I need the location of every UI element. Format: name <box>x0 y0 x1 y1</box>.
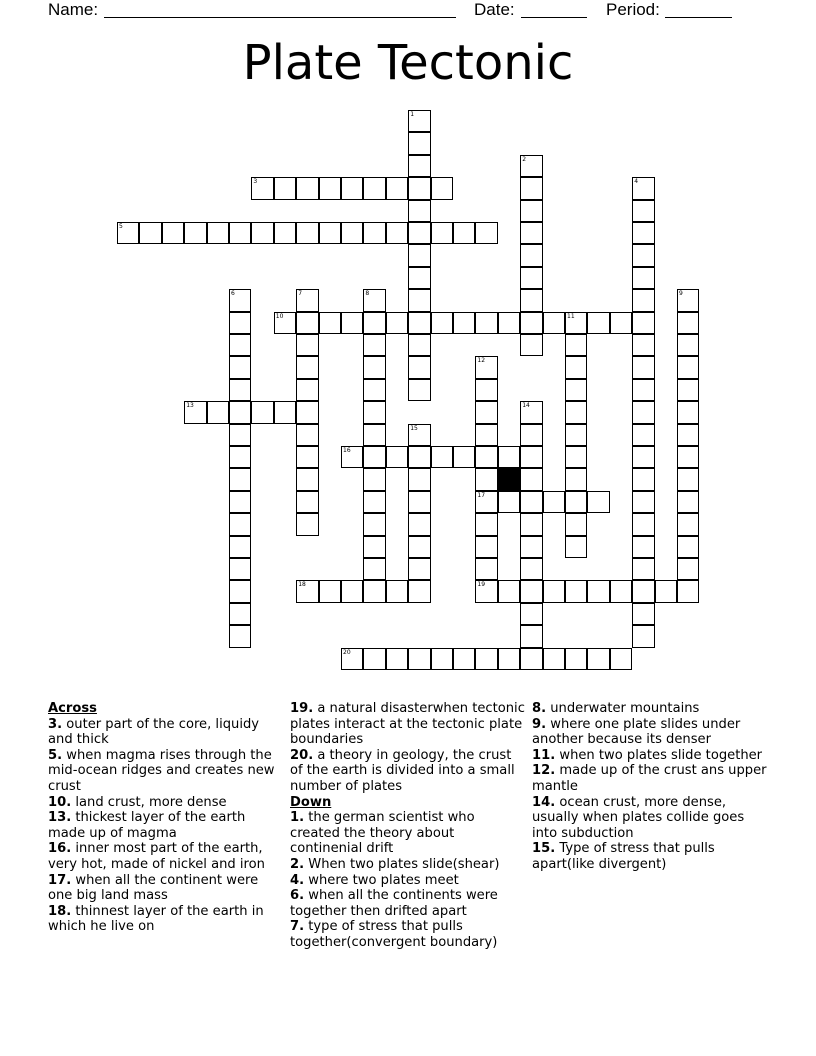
clue-number: 1 <box>410 111 415 118</box>
grid-cell[interactable] <box>632 244 654 266</box>
grid-cell[interactable] <box>408 155 430 177</box>
grid-cell[interactable] <box>677 312 699 334</box>
grid-cell[interactable] <box>475 648 497 670</box>
grid-cell[interactable] <box>520 312 542 334</box>
grid-cell[interactable] <box>363 222 385 244</box>
grid-cell[interactable] <box>431 312 453 334</box>
clue-number: 18 <box>298 581 306 589</box>
grid-cell[interactable] <box>498 446 520 468</box>
grid-cell[interactable] <box>475 491 497 513</box>
clue-text: where one plate slides under another because its denser <box>532 716 741 748</box>
grid-cell[interactable] <box>229 289 251 311</box>
clue-number: 9 <box>679 290 683 298</box>
down-heading: Down <box>290 794 332 810</box>
grid-cell[interactable] <box>363 580 385 602</box>
grid-cell[interactable] <box>274 177 296 199</box>
clue-number: 8. <box>532 701 547 716</box>
grid-cell[interactable] <box>363 648 385 670</box>
grid-cell[interactable] <box>453 446 475 468</box>
grid-cell[interactable] <box>587 580 609 602</box>
grid-cell[interactable] <box>632 177 654 199</box>
across-heading: Across <box>48 701 97 716</box>
grid-cell[interactable] <box>565 312 587 334</box>
grid-cell[interactable] <box>498 491 520 513</box>
grid-cell[interactable] <box>677 356 699 378</box>
grid-cell[interactable] <box>677 536 699 558</box>
clue-text: Type of stress that pulls apart(like divergent) <box>532 841 715 872</box>
grid-cell[interactable] <box>319 222 341 244</box>
clue-number: 11. <box>532 747 556 763</box>
across-clue <box>290 701 526 748</box>
grid-cell[interactable] <box>251 222 273 244</box>
grid-cell[interactable] <box>520 267 542 289</box>
grid-cell[interactable] <box>363 424 385 446</box>
grid-cell[interactable] <box>229 558 251 580</box>
clue-number: 3. <box>48 716 63 732</box>
grid-cell[interactable] <box>520 244 542 266</box>
grid-cell[interactable] <box>610 312 632 334</box>
grid-cell[interactable] <box>565 446 587 468</box>
clue-text: a natural disasterwhen tectonic plates interact at the tectonic plate boundaries <box>290 701 525 748</box>
grid-cell[interactable] <box>363 356 385 378</box>
grid-cell[interactable] <box>251 177 273 199</box>
grid-cell[interactable] <box>520 155 542 177</box>
clue-text: inner most part of the earth, very hot, made of nickel and iron <box>48 841 265 872</box>
grid-cell[interactable] <box>677 491 699 513</box>
grid-cell[interactable] <box>341 177 363 199</box>
grid-cell[interactable] <box>520 289 542 311</box>
grid-cell[interactable] <box>408 580 430 602</box>
grid-cell[interactable] <box>632 222 654 244</box>
grid-cell[interactable] <box>386 222 408 244</box>
page-title: Plate Tectonic <box>242 35 574 91</box>
clue-text: when all the continent were one big land mass <box>48 872 259 904</box>
clue-number: 6 <box>231 290 235 298</box>
grid-cell[interactable] <box>565 401 587 423</box>
grid-cell[interactable] <box>229 513 251 535</box>
grid-cell[interactable] <box>677 580 699 602</box>
grid-cell[interactable] <box>632 379 654 401</box>
grid-cell[interactable] <box>520 446 542 468</box>
grid-cell[interactable] <box>543 491 565 513</box>
clue-text: thinnest layer of the earth in which he live on <box>48 903 264 935</box>
grid-cell[interactable] <box>341 222 363 244</box>
grid-cell[interactable] <box>475 424 497 446</box>
grid-cell[interactable] <box>632 267 654 289</box>
grid-cell[interactable] <box>184 401 206 423</box>
grid-cell[interactable] <box>229 446 251 468</box>
grid-cell[interactable] <box>408 468 430 490</box>
grid-cell[interactable] <box>520 603 542 625</box>
clue-text: thickest layer of the earth made up of magma <box>48 810 246 841</box>
grid-cell[interactable] <box>341 648 363 670</box>
across-clue <box>48 841 284 872</box>
clue-number: 11 <box>567 312 575 320</box>
grid-cell[interactable] <box>363 446 385 468</box>
down-clue <box>290 810 526 857</box>
clue-number: 2. <box>290 856 305 872</box>
grid-cell[interactable] <box>229 312 251 334</box>
grid-cell[interactable] <box>632 536 654 558</box>
clue-number: 5. <box>48 747 63 763</box>
grid-cell[interactable] <box>632 312 654 334</box>
grid-cell[interactable] <box>117 222 139 244</box>
clue-text: the german scientist who created the theory about continenial drift <box>290 810 475 857</box>
grid-cell[interactable] <box>498 648 520 670</box>
grid-cell[interactable] <box>363 289 385 311</box>
clue-number: 1. <box>290 810 305 826</box>
grid-cell[interactable] <box>229 379 251 401</box>
grid-cell[interactable] <box>229 401 251 423</box>
grid-cell[interactable] <box>363 558 385 580</box>
grid-cell[interactable] <box>475 222 497 244</box>
grid-cell[interactable] <box>543 580 565 602</box>
clue-number: 19. <box>290 701 314 716</box>
grid-cell[interactable] <box>632 580 654 602</box>
grid-cell[interactable] <box>296 356 318 378</box>
grid-cell[interactable] <box>475 401 497 423</box>
grid-cell[interactable] <box>296 312 318 334</box>
clue-text: when two plates slide together <box>555 747 763 763</box>
grid-cell[interactable] <box>296 491 318 513</box>
grid-cell[interactable] <box>229 491 251 513</box>
grid-cell[interactable] <box>274 312 296 334</box>
grid-cell[interactable] <box>520 334 542 356</box>
clue-number: 15. <box>532 841 556 857</box>
grid-cell[interactable] <box>453 312 475 334</box>
clue-number: 3 <box>253 178 258 186</box>
across-clue <box>48 873 284 904</box>
across-clue <box>48 810 284 841</box>
grid-cell[interactable] <box>184 222 206 244</box>
down-clue <box>532 841 768 872</box>
grid-cell[interactable] <box>229 356 251 378</box>
grid-cell[interactable] <box>386 446 408 468</box>
grid-cell[interactable] <box>408 424 430 446</box>
grid-cell[interactable] <box>296 580 318 602</box>
grid-cell[interactable] <box>475 356 497 378</box>
clue-number: 10. <box>48 794 72 810</box>
grid-cell[interactable] <box>565 379 587 401</box>
grid-cell[interactable] <box>498 312 520 334</box>
clue-number: 7 <box>298 290 303 298</box>
clue-number: 20 <box>343 648 351 656</box>
clue-number: 17. <box>48 872 72 888</box>
clue-number: 14. <box>532 794 556 810</box>
grid-cell[interactable] <box>296 468 318 490</box>
grid-cell[interactable] <box>408 177 430 199</box>
grid-cell[interactable] <box>408 513 430 535</box>
down-clue <box>290 888 526 919</box>
grid-cell[interactable] <box>363 177 385 199</box>
grid-cell[interactable] <box>341 312 363 334</box>
grid-cell[interactable] <box>565 536 587 558</box>
clue-text: type of stress that pulls together(convergent boundary) <box>290 919 498 950</box>
grid-cell[interactable] <box>655 580 677 602</box>
clue-number: 12. <box>532 763 556 779</box>
clue-number: 19 <box>477 581 486 589</box>
grid-cell[interactable] <box>520 558 542 580</box>
grid-cell[interactable] <box>139 222 161 244</box>
grid-cell[interactable] <box>632 424 654 446</box>
grid-cell[interactable] <box>632 446 654 468</box>
grid-cell[interactable] <box>431 177 453 199</box>
grid-cell[interactable] <box>498 580 520 602</box>
grid-cell[interactable] <box>520 625 542 647</box>
grid-cell[interactable] <box>632 603 654 625</box>
grid-cell[interactable] <box>363 401 385 423</box>
grid-cell[interactable] <box>207 222 229 244</box>
grid-cell[interactable] <box>408 200 430 222</box>
clue-number: 4 <box>634 178 639 186</box>
grid-cell[interactable] <box>632 334 654 356</box>
clue-number: 13. <box>48 810 72 826</box>
grid-cell[interactable] <box>296 401 318 423</box>
grid-cell[interactable] <box>408 536 430 558</box>
grid-cell[interactable] <box>587 491 609 513</box>
grid-cell[interactable] <box>408 558 430 580</box>
down-clue <box>532 701 768 717</box>
grid-cell[interactable] <box>632 625 654 647</box>
clue-text: when magma rises through the mid-ocean ridges and creates new crust <box>48 747 275 794</box>
grid-cell[interactable] <box>431 222 453 244</box>
down-clue <box>532 717 768 748</box>
grid-cell[interactable] <box>296 424 318 446</box>
grid-cell[interactable] <box>677 334 699 356</box>
grid-cell[interactable] <box>319 580 341 602</box>
grid-cell[interactable] <box>274 401 296 423</box>
grid-cell[interactable] <box>251 401 273 423</box>
grid-cell[interactable] <box>363 468 385 490</box>
grid-cell[interactable] <box>677 513 699 535</box>
grid-cell[interactable] <box>632 491 654 513</box>
grid-cell[interactable] <box>408 446 430 468</box>
grid-cell[interactable] <box>296 379 318 401</box>
grid-cell[interactable] <box>632 513 654 535</box>
grid-cell[interactable] <box>520 491 542 513</box>
grid-cell[interactable] <box>475 446 497 468</box>
clue-text: When two plates slide(shear) <box>304 856 500 872</box>
grid-cell[interactable] <box>229 334 251 356</box>
grid-cell[interactable] <box>543 312 565 334</box>
grid-cell[interactable] <box>363 513 385 535</box>
clue-text: outer part of the core, liquidy and thick <box>48 716 260 748</box>
clue-text: a theory in geology, the crust of the earth is divided into a small number of plates <box>290 747 515 794</box>
grid-cell[interactable] <box>520 401 542 423</box>
across-clue <box>48 795 284 811</box>
grid-cell[interactable] <box>363 536 385 558</box>
grid-cell[interactable] <box>520 536 542 558</box>
down-clue <box>290 919 526 950</box>
clue-text: when all the continents were together then drifted apart <box>290 888 498 919</box>
grid-cell[interactable] <box>229 222 251 244</box>
clue-text: underwater mountains <box>546 701 700 716</box>
clue-number: 2 <box>522 155 527 163</box>
grid-cell[interactable] <box>677 379 699 401</box>
grid-cell[interactable] <box>520 222 542 244</box>
grid-cell[interactable] <box>408 132 430 154</box>
grid-cell[interactable] <box>632 356 654 378</box>
grid-cell[interactable] <box>296 177 318 199</box>
clue-number: 14 <box>522 402 530 410</box>
grid-cell[interactable] <box>677 401 699 423</box>
date-label: Date: <box>474 0 515 19</box>
grid-cell[interactable] <box>565 580 587 602</box>
clue-number: 20. <box>290 747 314 763</box>
grid-cell[interactable] <box>587 312 609 334</box>
grid-cell[interactable] <box>408 379 430 401</box>
grid-cell[interactable] <box>229 580 251 602</box>
clue-number: 13 <box>186 402 194 410</box>
grid-cell[interactable] <box>408 491 430 513</box>
grid-cell[interactable] <box>565 648 587 670</box>
across-clue <box>290 748 526 795</box>
grid-cell[interactable] <box>296 222 318 244</box>
clues-column-2 <box>290 701 526 951</box>
grid-cell[interactable] <box>408 267 430 289</box>
down-clue <box>290 857 526 873</box>
grid-cell[interactable] <box>363 491 385 513</box>
grid-cell[interactable] <box>319 177 341 199</box>
grid-cell[interactable] <box>610 580 632 602</box>
grid-cell[interactable] <box>363 312 385 334</box>
black-cell <box>498 468 520 490</box>
grid-cell[interactable] <box>363 379 385 401</box>
grid-cell[interactable] <box>274 222 296 244</box>
down-clue <box>532 763 768 794</box>
clue-number: 9. <box>532 716 547 732</box>
grid-cell[interactable] <box>632 468 654 490</box>
grid-cell[interactable] <box>229 424 251 446</box>
grid-cell[interactable] <box>408 312 430 334</box>
grid-cell[interactable] <box>677 424 699 446</box>
grid-cell[interactable] <box>229 536 251 558</box>
grid-cell[interactable] <box>520 200 542 222</box>
across-clue <box>48 717 284 748</box>
grid-cell[interactable] <box>475 580 497 602</box>
grid-cell[interactable] <box>520 177 542 199</box>
grid-cell[interactable] <box>565 424 587 446</box>
grid-cell[interactable] <box>453 648 475 670</box>
grid-cell[interactable] <box>162 222 184 244</box>
grid-cell[interactable] <box>520 513 542 535</box>
across-clue <box>48 904 284 935</box>
clue-number: 12 <box>477 357 486 365</box>
grid-cell[interactable] <box>453 222 475 244</box>
grid-cell[interactable] <box>408 289 430 311</box>
grid-cell[interactable] <box>386 580 408 602</box>
grid-cell[interactable] <box>632 401 654 423</box>
grid-cell[interactable] <box>520 580 542 602</box>
clue-number: 7. <box>290 919 305 935</box>
name-label: Name: <box>48 0 99 19</box>
grid-cell[interactable] <box>431 446 453 468</box>
grid-cell[interactable] <box>475 379 497 401</box>
clue-text: land crust, more dense <box>71 794 227 810</box>
grid-cell[interactable] <box>475 558 497 580</box>
grid-cell[interactable] <box>386 177 408 199</box>
grid-cell[interactable] <box>408 334 430 356</box>
clue-text: ocean crust, more dense, usually when plates collide goes into subduction <box>532 794 745 841</box>
grid-cell[interactable] <box>408 110 430 132</box>
grid-cell[interactable] <box>520 468 542 490</box>
grid-cell[interactable] <box>229 603 251 625</box>
grid-cell[interactable] <box>565 356 587 378</box>
grid-cell[interactable] <box>431 648 453 670</box>
grid-cell[interactable] <box>677 446 699 468</box>
grid-cell[interactable] <box>341 446 363 468</box>
clue-text: made up of the crust ans upper mantle <box>532 763 767 794</box>
grid-cell[interactable] <box>408 222 430 244</box>
grid-cell[interactable] <box>408 356 430 378</box>
period-label: Period: <box>606 0 660 19</box>
grid-cell[interactable] <box>475 468 497 490</box>
grid-cell[interactable] <box>341 580 363 602</box>
grid-cell[interactable] <box>296 289 318 311</box>
grid-cell[interactable] <box>296 334 318 356</box>
grid-cell[interactable] <box>587 648 609 670</box>
grid-cell[interactable] <box>475 536 497 558</box>
grid-cell[interactable] <box>677 558 699 580</box>
clue-number: 10 <box>275 312 284 320</box>
grid-cell[interactable] <box>520 648 542 670</box>
clue-number: 18. <box>48 903 72 919</box>
clue-number: 15 <box>410 424 418 432</box>
grid-cell[interactable] <box>677 289 699 311</box>
clue-number: 8 <box>365 290 370 298</box>
grid-cell[interactable] <box>229 625 251 647</box>
grid-cell[interactable] <box>207 401 229 423</box>
clue-number: 4. <box>290 872 305 888</box>
grid-cell[interactable] <box>677 468 699 490</box>
grid-cell[interactable] <box>408 648 430 670</box>
grid-cell[interactable] <box>296 446 318 468</box>
clues-column-3 <box>532 701 768 873</box>
grid-cell[interactable] <box>610 648 632 670</box>
grid-cell[interactable] <box>475 312 497 334</box>
grid-cell[interactable] <box>565 491 587 513</box>
clue-text: where two plates meet <box>304 872 459 888</box>
grid-cell[interactable] <box>475 513 497 535</box>
down-clue <box>532 795 768 842</box>
grid-cell[interactable] <box>632 289 654 311</box>
grid-cell[interactable] <box>520 424 542 446</box>
clue-number: 16 <box>343 447 351 454</box>
clue-number: 16. <box>48 841 72 857</box>
grid-cell[interactable] <box>386 312 408 334</box>
down-clue <box>532 748 768 764</box>
across-clue <box>48 748 284 795</box>
grid-cell[interactable] <box>565 513 587 535</box>
clue-number: 17 <box>477 491 486 499</box>
clues-column-1 <box>48 701 284 935</box>
grid-cell[interactable] <box>296 513 318 535</box>
grid-cell[interactable] <box>565 468 587 490</box>
grid-cell[interactable] <box>229 468 251 490</box>
grid-cell[interactable] <box>408 244 430 266</box>
grid-cell[interactable] <box>565 334 587 356</box>
grid-cell[interactable] <box>363 334 385 356</box>
grid-cell[interactable] <box>632 200 654 222</box>
down-clue <box>290 873 526 889</box>
clue-number: 6. <box>290 888 305 904</box>
grid-cell[interactable] <box>632 558 654 580</box>
clue-number: 5 <box>119 223 123 230</box>
grid-cell[interactable] <box>543 648 565 670</box>
grid-cell[interactable] <box>319 312 341 334</box>
grid-cell[interactable] <box>386 648 408 670</box>
